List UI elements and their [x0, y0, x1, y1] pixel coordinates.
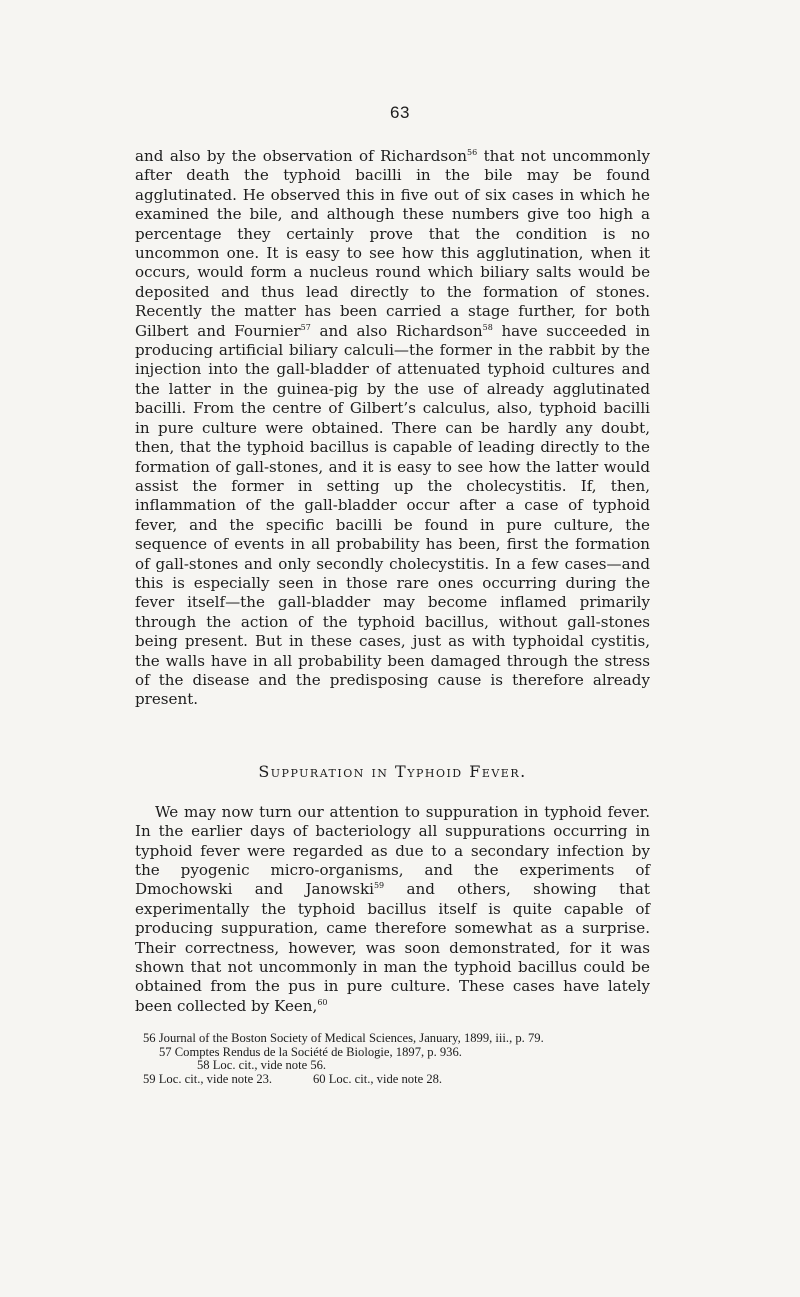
footnote-60: 60 Loc. cit., vide note 28. [313, 1071, 443, 1086]
footnote-ref-59: 59 [373, 881, 385, 891]
footnote-ref-58: 58 [482, 322, 493, 332]
section-heading: Suppuration in Typhoid Fever. [258, 761, 527, 781]
footnote-59: 59 Loc. cit., vide note 23. [143, 1071, 273, 1086]
footnote-56: 56 Journal of the Boston Society of Medical Sciences, January, 1899, iii., p. 79. [143, 1031, 544, 1046]
text-segment: have succeeded in producing artificial biliary calculi—the former in the rabbit by the injection into the gall-bladder of attenuated typhoid cultures and the latter in the guinea-pig by the use of already agglutinated bacilli. From the centre of Gilbert’s calculus, also, typhoid bacilli in pure culture were obtained. There can be hardly any doubt, then, that the typhoid bacillus is capable of leading directly to the formation of gall-stones, and it is easy to see how the latter would assist the former in setting up the cholecystitis. If, then, inflammation of the gall-bladder occur after a case of typhoid fever, and the specific bacilli be found in pure culture, the sequence of events in all probability has been, first the formation of gall-stones and only secondly cholecystitis. In a few cases—and this is especially seen in those rare ones occurring during the fever itself—the gall-bladder may become inflamed primarily through the action of the typhoid bacillus, without gall-stones being present. But in these cases, just as with typhoidal cystitis, the walls have in all probability been damaged through the stress of the disease and the predisposing cause is therefore already present. [135, 321, 650, 709]
paragraph-suppuration [135, 803, 650, 1016]
text-segment: that not uncommonly after death the typhoid bacilli in the bile may be found agglutinated. He observed this in five out of six cases in which he examined the bile, and although these numbers give too high a percentage they certainly prove that the condition is no uncommon one. It is easy to see how this agglutination, when it occurs, would form a nucleus round which biliary salts would be deposited and thus lead directly to the formation of stones. Recently the matter has been carried a stage further, for both Gilbert and Fournier [135, 147, 651, 340]
footnote-ref-56: 56 [466, 148, 478, 157]
footnotes [135, 1032, 650, 1086]
paragraph-gallstones [135, 147, 650, 710]
footnote-ref-60: 60 [317, 997, 328, 1007]
footnote-58: 58 Loc. cit., vide note 56. [197, 1058, 327, 1073]
text-segment: We may now turn our attention to suppuration in typhoid fever. In the earlier days of bacteriology all suppurations occurring in typhoid fever were regarded as due to a secondary infection by the pyogenic micro-organisms, and the experiments of Dmochowski and Janowski [135, 802, 650, 899]
page-body [135, 147, 650, 1086]
text-segment: and others, showing that experimentally the typhoid bacillus itself is quite capable of producing suppuration, came therefore somewhat as a surprise. Their correctness, however, was soon demonstrated, for it was shown that not uncommonly in man the typhoid bacillus could be obtained from the pus in pure culture. These cases have lately been collected by Keen, [135, 880, 650, 1015]
text-segment: and also Richardson [310, 321, 483, 340]
page-number: 63 [390, 103, 410, 122]
text-segment: and also by the observation of Richardson [135, 147, 467, 165]
footnote-row [135, 1073, 650, 1087]
footnote-57: 57 Comptes Rendus de la Société de Biologie, 1897, p. 936. [159, 1044, 462, 1059]
footnote-ref-57: 57 [300, 322, 311, 332]
